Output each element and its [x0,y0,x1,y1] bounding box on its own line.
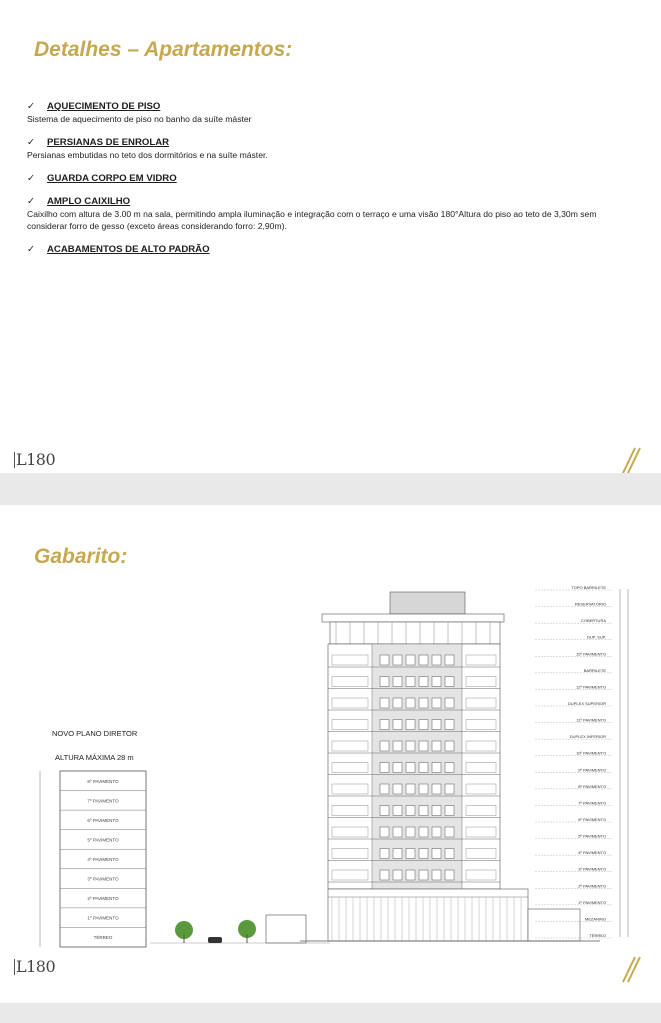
floor-label: 4º PAVIMENTO [87,857,119,862]
level-label: 7º PAVIMENTO [578,800,606,806]
floor-label: 2º PAVIMENTO [87,896,119,902]
slide-title: Gabarito: [34,545,128,568]
floor-label: TÉRREO [93,935,113,941]
level-label: COBERTURA [580,618,606,624]
height-label: ALTURA MÁXIMA 28 m [55,753,134,762]
checkmark-icon: ✓ [27,173,36,184]
level-labels [535,585,628,938]
level-label: RESERVATÓRIO [574,601,606,607]
feature-title: AMPLO CAIXILHO [47,196,131,207]
level-label: 4º PAVIMENTO [578,850,606,856]
level-label: DUP. SUP. [587,634,606,640]
slide-apartment-details [0,0,661,473]
level-label: 3º PAVIMENTO [578,866,606,872]
slash-mark-icon [619,445,641,473]
feature-description: Caixilho com altura de 3.00 m na sala, permitindo ampla iluminação e integração com o terraço e uma visão 180°Altura do piso ao teto de 3,30m sem considerar forro de gesso (exceto áreas considerando forro: 2,90m). [27,209,597,231]
feature-item [27,196,627,232]
level-label: TÉRREO [589,933,606,938]
level-label: 9º PAVIMENTO [578,767,606,773]
level-label: 12º PAVIMENTO [576,684,606,690]
level-label: DUPLEX SUPERIOR [567,701,606,706]
floor-label: 7º PAVIMENTO [87,798,119,804]
level-label: 1º PAVIMENTO [578,899,606,905]
floor-label: 8º PAVIMENTO [87,778,119,784]
level-label: 10º PAVIMENTO [576,750,606,756]
checkmark-icon: ✓ [27,196,36,207]
level-label: 15º PAVIMENTO [576,651,606,657]
brand-logo: L180 [16,957,56,976]
elevation-drawing [0,505,661,1003]
checkmark-icon: ✓ [27,244,36,255]
small-building-floors [60,779,146,940]
feature-title: PERSIANAS DE ENROLAR [47,137,170,148]
slide-gabarito [0,505,661,1003]
feature-title: GUARDA CORPO EM VIDRO [47,173,177,184]
rooftop-block [390,592,465,614]
plan-label: NOVO PLANO DIRETOR [52,729,138,738]
feature-item [27,244,627,255]
floor-label: 3º PAVIMENTO [87,876,119,882]
level-label: TOPO BARRILETE [571,585,606,590]
slash-mark-icon [619,954,641,984]
feature-description: Persianas embutidas no teto dos dormitórios e na suíte máster. [27,150,268,160]
level-label: 5º PAVIMENTO [578,833,606,839]
floor-label: 1º PAVIMENTO [87,915,119,921]
level-label: 6º PAVIMENTO [578,817,606,822]
checkmark-icon: ✓ [27,101,36,112]
feature-description: Sistema de aquecimento de piso no banho da suíte máster [27,114,252,124]
car-icon [208,937,222,943]
checkmark-icon: ✓ [27,137,36,148]
level-label: BARRILETE [583,667,606,673]
level-label: MEZANINO [584,916,606,922]
feature-title: AQUECIMENTO DE PISO [47,101,161,112]
brand-logo: L180 [16,450,56,469]
floor-label: 5º PAVIMENTO [87,837,119,843]
level-label: 11º PAVIMENTO [576,717,606,723]
level-label: 8º PAVIMENTO [578,783,606,789]
feature-item [27,173,627,184]
floor-label: 6º PAVIMENTO [87,817,119,823]
feature-item [27,137,627,161]
level-label: 2º PAVIMENTO [578,883,606,889]
tower-elevation [300,592,600,941]
feature-item [27,101,627,125]
feature-title: ACABAMENTOS DE ALTO PADRÃO [47,244,210,255]
slide-title: Detalhes – Apartamentos: [34,38,293,61]
features-list [27,101,627,267]
level-label: DUPLEX INFERIOR [569,734,606,740]
